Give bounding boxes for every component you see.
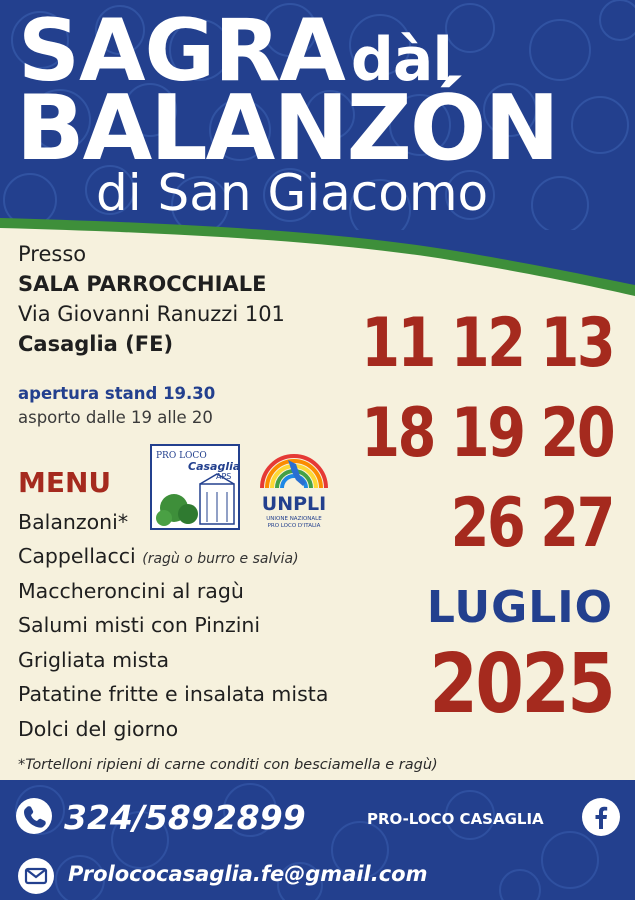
menu-footnote: *Tortelloni ripieni di carne conditi con besciamella e ragù) <box>18 757 438 773</box>
facebook-icon[interactable] <box>582 798 620 836</box>
menu-item <box>18 510 128 534</box>
menu-item <box>18 648 169 672</box>
location-address: Via Giovanni Ranuzzi 101 <box>18 302 285 326</box>
email-icon <box>18 858 54 894</box>
menu-title: MENU <box>18 466 112 499</box>
takeaway-hours: asporto dalle 19 alle 20 <box>18 408 213 427</box>
unpli-logo-sub1: UNIONE NAZIONALE <box>266 516 322 522</box>
footer <box>0 780 635 900</box>
title-sagra: SAGRA <box>18 1 345 101</box>
title-dal: dàl <box>350 25 452 95</box>
menu-item <box>18 682 328 706</box>
unpli-logo <box>248 446 340 534</box>
menu-item-name: Grigliata mista <box>18 648 170 672</box>
menu-item <box>18 717 178 741</box>
dates-row-2: 18 19 20 <box>361 394 613 473</box>
menu-item-name: Maccheroncini al ragù <box>18 579 244 603</box>
proloco-logo-line3: APS <box>216 472 232 481</box>
menu-item-name: Dolci del giorno <box>18 717 179 741</box>
phone-number[interactable]: 324/5892899 <box>64 798 306 837</box>
menu-item-note: (ragù o burro e salvia) <box>142 551 299 567</box>
location-town: Casaglia (FE) <box>18 332 174 356</box>
unpli-logo-sub2: PRO LOCO D'ITALIA <box>267 523 321 529</box>
proloco-logo-line2: Casaglia <box>188 460 240 473</box>
title-line3: di San Giacomo <box>96 164 489 222</box>
location-venue: SALA PARROCCHIALE <box>18 272 267 296</box>
unpli-logo-name: UNPLI <box>261 493 327 515</box>
menu-item-name: Cappellacci <box>18 544 136 568</box>
proloco-logo-line1: PRO LOCO <box>156 451 207 461</box>
email-address[interactable]: Prolococasaglia.fe@gmail.com <box>68 862 428 886</box>
facebook-page-label[interactable]: PRO-LOCO CASAGLIA <box>367 810 544 828</box>
opening-hours: apertura stand 19.30 <box>18 384 216 403</box>
menu-item-name: Balanzoni* <box>18 510 129 534</box>
title-line2: BALANZÓN <box>16 76 558 181</box>
year-label: 2025 <box>429 637 613 732</box>
location-presso: Presso <box>18 242 87 266</box>
menu-item-name: Patatine fritte e insalata mista <box>18 682 329 706</box>
proloco-casaglia-logo <box>150 444 240 530</box>
dates-row-3: 26 27 <box>450 484 613 563</box>
menu-item <box>18 544 299 568</box>
month-label: LUGLIO <box>426 582 613 633</box>
menu-item-name: Salumi misti con Pinzini <box>18 613 261 637</box>
dates-row-1: 11 12 13 <box>361 304 613 383</box>
phone-icon <box>16 798 52 834</box>
menu-item <box>18 579 244 603</box>
menu-item <box>18 613 260 637</box>
